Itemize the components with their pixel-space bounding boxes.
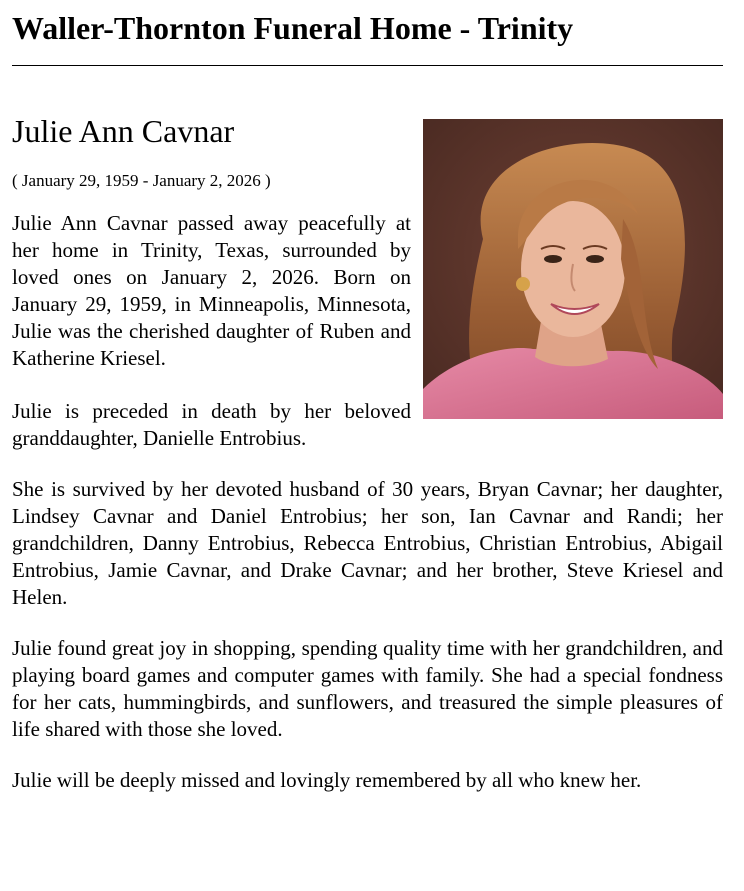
site-title: Waller-Thornton Funeral Home - Trinity [12,10,574,46]
obituary-paragraph: Julie found great joy in shopping, spending quality time with her grandchildren, and playing board games and computer games with family. She had a special fondness for her cats, hummingbirds, and sunflowers, and treasured the simple pleasures of life shared with those she loved. [12,636,723,741]
obituary-paragraph: Julie Ann Cavnar passed away peacefully at her home in Trinity, Texas, surrounded by loved ones on January 2, 2026. Born on January 29, 1959, in Minneapolis, Minnesota, Julie was the cherished daughter of Ruben and Katherine Kriesel. [12,211,411,370]
obituary-paragraph: She is survived by her devoted husband of 30 years, Bryan Cavnar; her daughter, Lindsey Cavnar and Daniel Entrobius; her son, Ian Cavnar and Randi; her grandchildren, Danny Entrobius, Rebecca Entrobius, Christian Entrobius, Abigail Entrobius, Jamie Cavnar, and Drake Cavnar; and her brother, Steve Kriesel and Helen. [12,477,723,609]
life-dates: ( January 29, 1959 - January 2, 2026 ) [12,171,271,190]
portrait-photo [423,119,723,419]
header-divider [12,65,723,66]
deceased-name: Julie Ann Cavnar [12,113,235,149]
obituary-content [12,115,723,794]
obituary-paragraph: Julie will be deeply missed and lovingly remembered by all who knew her. [12,768,642,792]
obituary-paragraph: Julie is preceded in death by her beloved granddaughter, Danielle Entrobius. [12,399,411,450]
